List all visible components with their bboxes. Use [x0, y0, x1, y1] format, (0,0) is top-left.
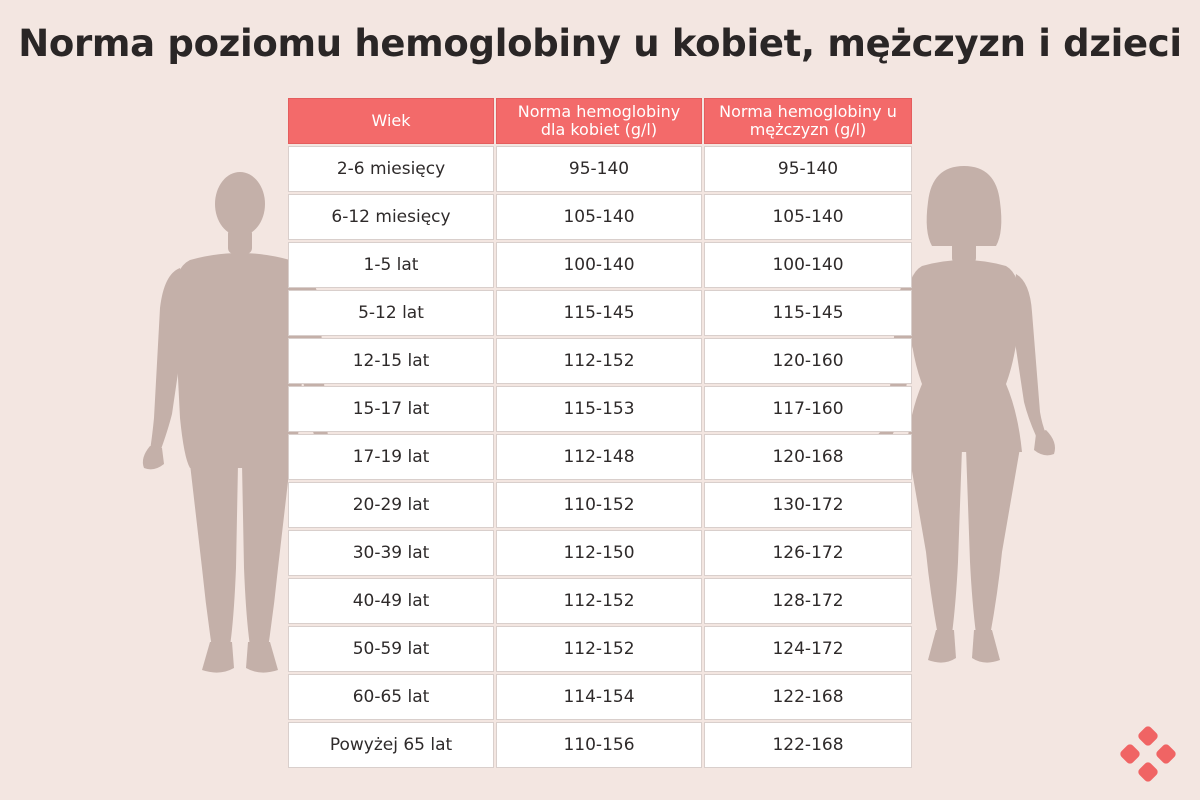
women-norm-cell: 110-152: [496, 482, 702, 528]
header-age: Wiek: [288, 98, 494, 144]
men-norm-cell: 105-140: [704, 194, 912, 240]
table-row: [288, 242, 912, 290]
table-row: [288, 530, 912, 578]
women-norm-cell: 112-152: [496, 578, 702, 624]
women-norm-cell: 95-140: [496, 146, 702, 192]
age-cell: 50-59 lat: [288, 626, 494, 672]
table-row: [288, 146, 912, 194]
men-norm-cell: 130-172: [704, 482, 912, 528]
men-norm-cell: 117-160: [704, 386, 912, 432]
table-row: [288, 674, 912, 722]
table-row: [288, 434, 912, 482]
men-norm-cell: 115-145: [704, 290, 912, 336]
age-cell: 30-39 lat: [288, 530, 494, 576]
women-norm-cell: 112-150: [496, 530, 702, 576]
age-cell: 40-49 lat: [288, 578, 494, 624]
men-norm-cell: 120-168: [704, 434, 912, 480]
age-cell: 5-12 lat: [288, 290, 494, 336]
women-norm-cell: 110-156: [496, 722, 702, 768]
table-row: [288, 338, 912, 386]
age-cell: 17-19 lat: [288, 434, 494, 480]
men-norm-cell: 128-172: [704, 578, 912, 624]
age-cell: Powyżej 65 lat: [288, 722, 494, 768]
women-norm-cell: 112-152: [496, 338, 702, 384]
table-row: [288, 290, 912, 338]
table-header-row: [288, 98, 912, 146]
brand-logo-icon: [1120, 726, 1176, 782]
table-row: [288, 722, 912, 770]
table-row: [288, 194, 912, 242]
page-title: Norma poziomu hemoglobiny u kobiet, mężczyzn i dzieci: [18, 22, 1182, 65]
age-cell: 15-17 lat: [288, 386, 494, 432]
table-row: [288, 626, 912, 674]
men-norm-cell: 95-140: [704, 146, 912, 192]
header-women: Norma hemoglobiny dla kobiet (g/l): [496, 98, 702, 144]
age-cell: 2-6 miesięcy: [288, 146, 494, 192]
men-norm-cell: 100-140: [704, 242, 912, 288]
women-norm-cell: 112-152: [496, 626, 702, 672]
table-row: [288, 482, 912, 530]
age-cell: 60-65 lat: [288, 674, 494, 720]
age-cell: 1-5 lat: [288, 242, 494, 288]
table-row: [288, 578, 912, 626]
age-cell: 6-12 miesięcy: [288, 194, 494, 240]
hemoglobin-table: [288, 98, 912, 770]
men-norm-cell: 124-172: [704, 626, 912, 672]
women-norm-cell: 112-148: [496, 434, 702, 480]
women-norm-cell: 114-154: [496, 674, 702, 720]
men-norm-cell: 126-172: [704, 530, 912, 576]
age-cell: 12-15 lat: [288, 338, 494, 384]
women-norm-cell: 100-140: [496, 242, 702, 288]
header-men: Norma hemoglobiny u mężczyzn (g/l): [704, 98, 912, 144]
women-norm-cell: 115-145: [496, 290, 702, 336]
women-norm-cell: 115-153: [496, 386, 702, 432]
women-norm-cell: 105-140: [496, 194, 702, 240]
men-norm-cell: 120-160: [704, 338, 912, 384]
table-row: [288, 386, 912, 434]
men-norm-cell: 122-168: [704, 722, 912, 768]
men-norm-cell: 122-168: [704, 674, 912, 720]
age-cell: 20-29 lat: [288, 482, 494, 528]
